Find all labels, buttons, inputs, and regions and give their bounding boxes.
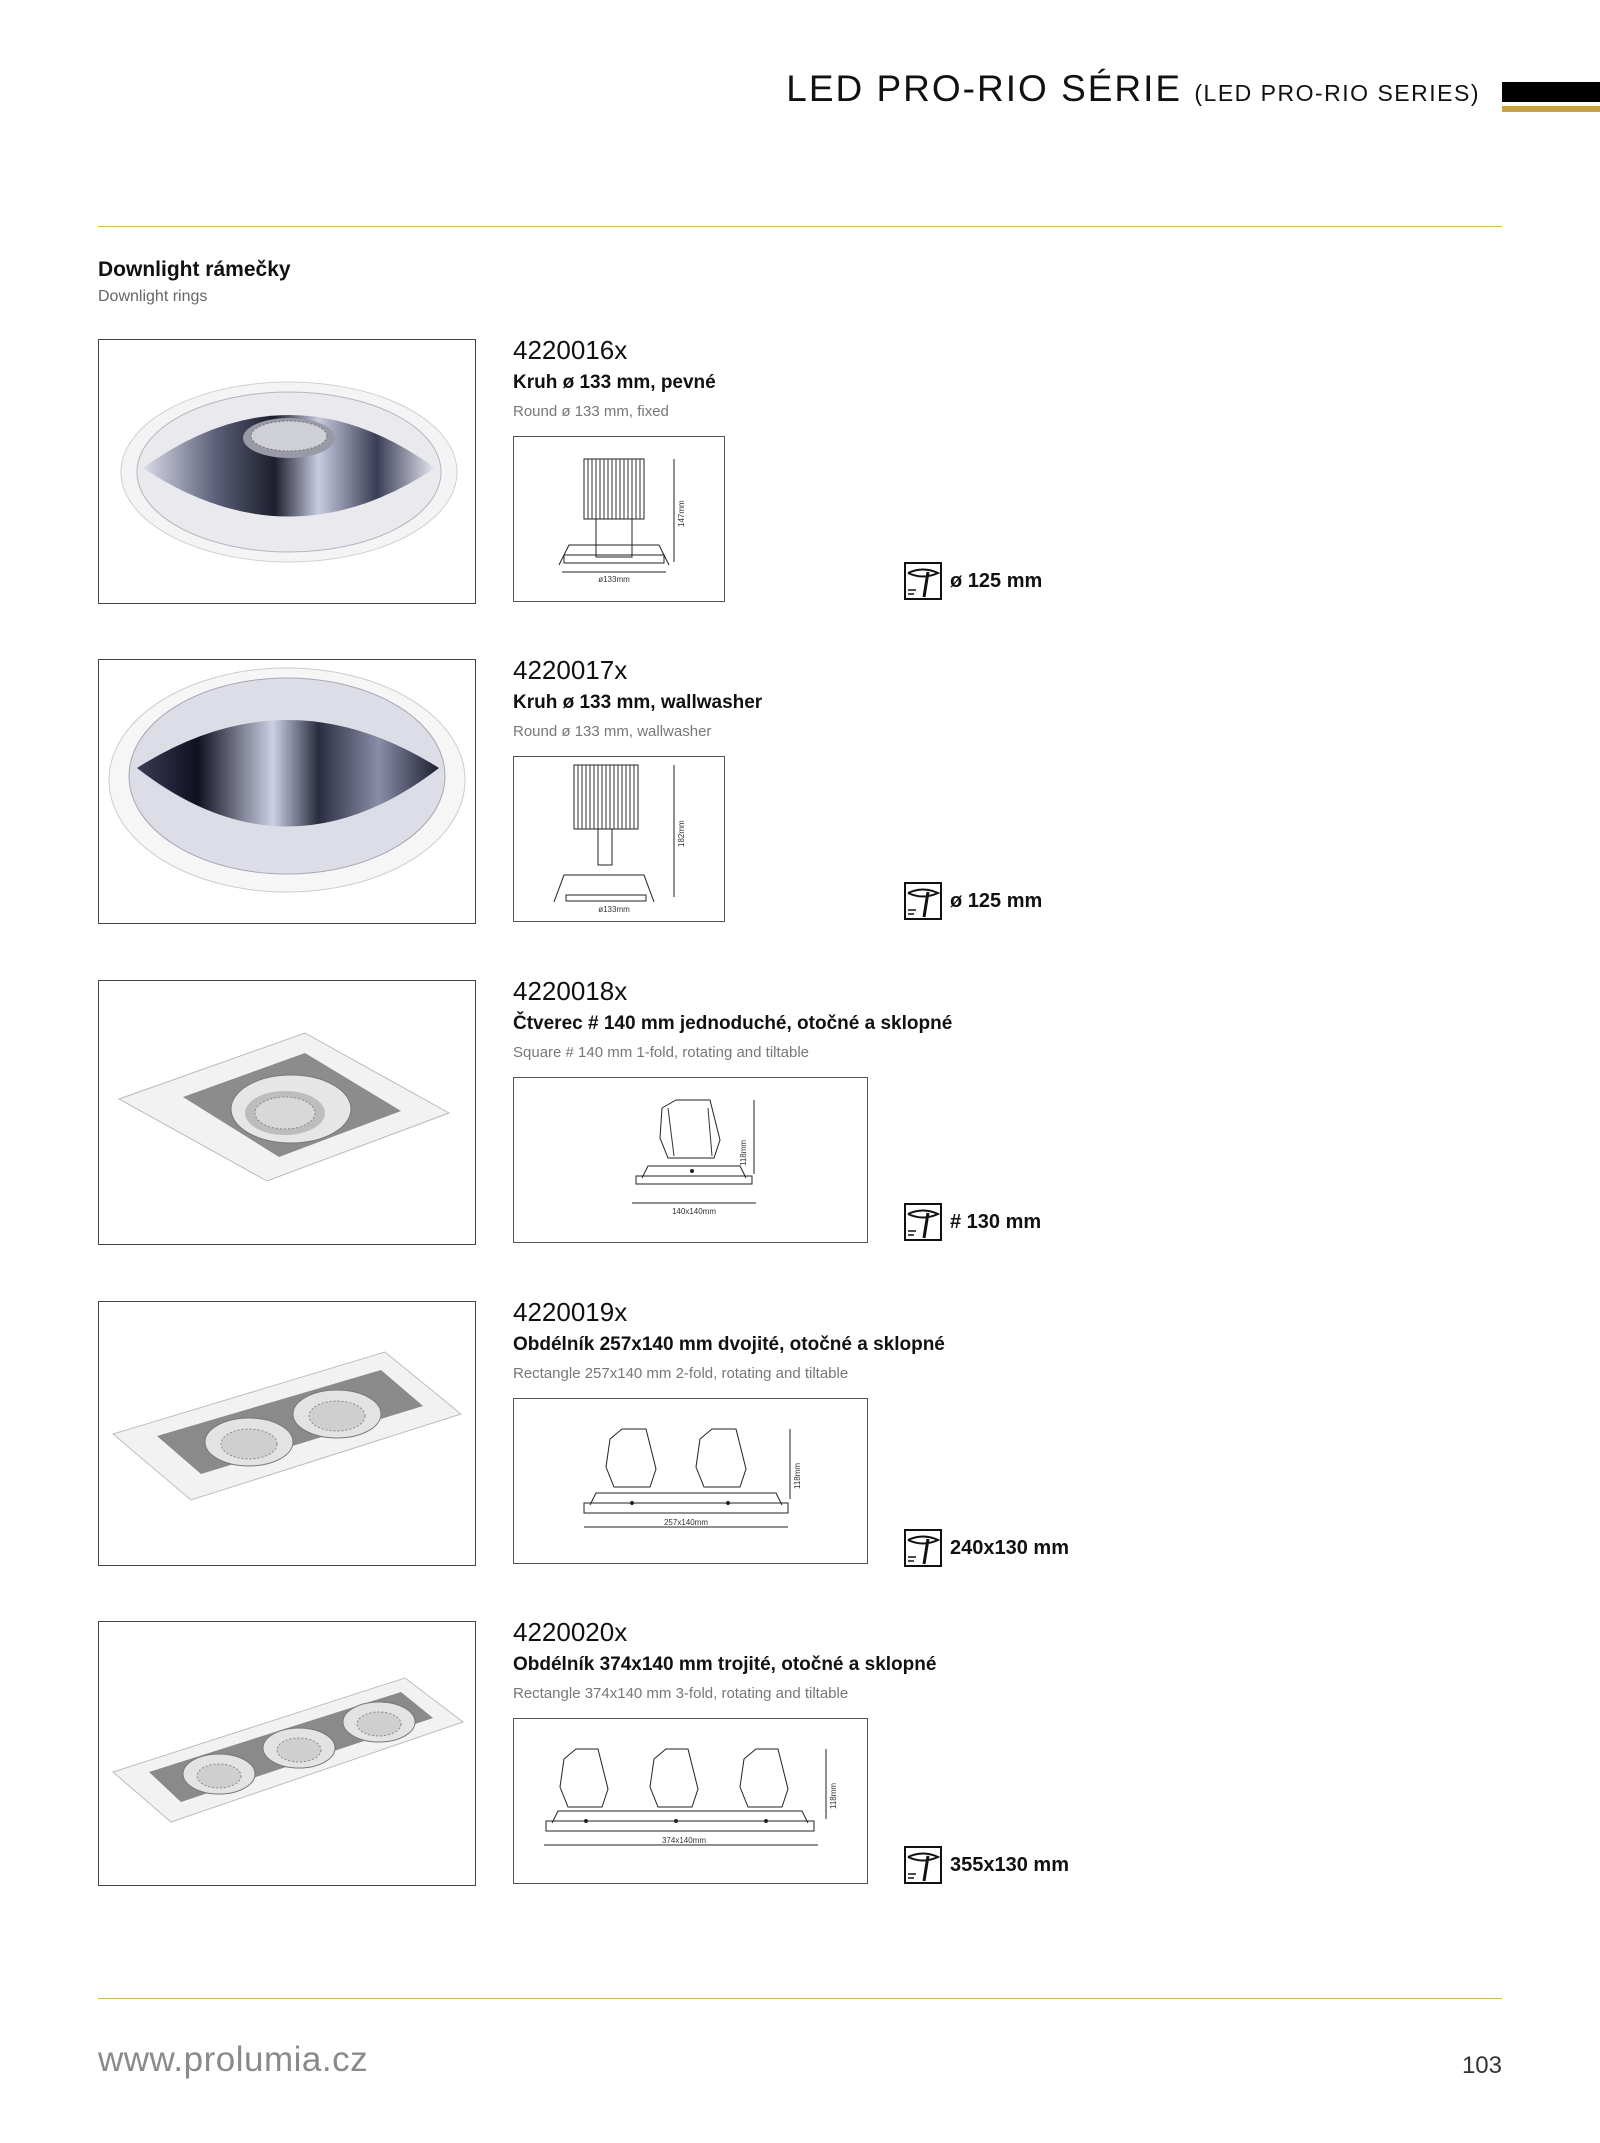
header-bar-black (1502, 82, 1600, 102)
technical-drawing (513, 1077, 868, 1243)
cut-out (904, 1203, 1041, 1241)
cut-out (904, 1846, 1069, 1884)
header-bar-gold (1502, 106, 1600, 112)
cut-out-label: 240x130 mm (950, 1536, 1069, 1559)
cut-out-icon (904, 562, 942, 600)
product-row (0, 335, 1600, 604)
drawing-height-label: 182mm (677, 820, 686, 847)
cut-out-label: # 130 mm (950, 1210, 1042, 1233)
product-code: 4220020x (513, 1617, 628, 1647)
product-name-en: Round ø 133 mm, fixed (513, 403, 669, 420)
product-name-en: Rectangle 257x140 mm 2-fold, rotating and tiltable (513, 1365, 849, 1382)
top-divider (98, 226, 1502, 227)
product-photo (98, 1621, 476, 1886)
cut-out-label: ø 125 mm (950, 889, 1043, 912)
product-name-cz: Čtverec # 140 mm jednoduché, otočné a sklopné (513, 1013, 953, 1034)
bottom-divider (98, 1998, 1502, 1999)
product-code: 4220019x (513, 1297, 628, 1327)
drawing-height-label: 118mm (793, 1462, 802, 1489)
drawing-width-label: 257x140mm (663, 1518, 709, 1527)
technical-drawing (513, 756, 725, 922)
product-photo (98, 339, 476, 604)
technical-drawing (513, 436, 725, 602)
series-title (786, 68, 1480, 110)
cut-out (904, 882, 1042, 920)
cut-out (904, 1529, 1069, 1567)
cut-out-label: ø 125 mm (950, 569, 1043, 592)
product-name-cz: Kruh ø 133 mm, pevné (513, 372, 716, 393)
product-photo (98, 659, 476, 924)
drawing-height-label: 118mm (739, 1139, 748, 1166)
page-number: 103 (1461, 2052, 1502, 2079)
product-name-cz: Kruh ø 133 mm, wallwasher (513, 692, 763, 713)
cut-out-icon (904, 1203, 942, 1241)
cut-out-icon (904, 1846, 942, 1884)
product-name-en: Rectangle 374x140 mm 3-fold, rotating and tiltable (513, 1685, 849, 1702)
technical-drawing (513, 1718, 868, 1884)
product-photo (98, 980, 476, 1245)
product-name-cz: Obdélník 374x140 mm trojité, otočné a sklopné (513, 1654, 937, 1675)
product-name-en: Round ø 133 mm, wallwasher (513, 723, 712, 740)
product-photo (98, 1301, 476, 1566)
drawing-height-label: 147mm (677, 500, 686, 527)
drawing-height-label: 118mm (829, 1782, 838, 1809)
page-header (0, 68, 1600, 118)
drawing-width-label: ø133mm (598, 905, 630, 914)
product-name-cz: Obdélník 257x140 mm dvojité, otočné a sklopné (513, 1334, 945, 1355)
drawing-width-label: 374x140mm (661, 1836, 707, 1845)
cut-out-label: 355x130 mm (950, 1853, 1069, 1876)
drawing-width-label: 140x140mm (671, 1207, 717, 1216)
product-name-en: Square # 140 mm 1-fold, rotating and tiltable (513, 1044, 810, 1061)
drawing-width-label: ø133mm (598, 575, 630, 584)
product-code: 4220016x (513, 335, 628, 365)
technical-drawing (513, 1398, 868, 1564)
product-row (0, 1297, 1600, 1566)
cut-out-icon (904, 1529, 942, 1567)
product-row (0, 976, 1600, 1245)
category-title: Downlight rámečky (98, 258, 291, 281)
series-title-sub: (LED PRO-RIO SERIES) (1194, 80, 1480, 106)
series-title-main: LED PRO-RIO SÉRIE (786, 68, 1183, 109)
product-row (0, 655, 1600, 924)
footer-url[interactable]: www.prolumia.cz (98, 2040, 369, 2079)
category-subtitle: Downlight rings (98, 288, 208, 305)
product-row (0, 1617, 1600, 1886)
product-code: 4220018x (513, 976, 628, 1006)
cut-out-icon (904, 882, 942, 920)
cut-out (904, 562, 1042, 600)
product-code: 4220017x (513, 655, 628, 685)
